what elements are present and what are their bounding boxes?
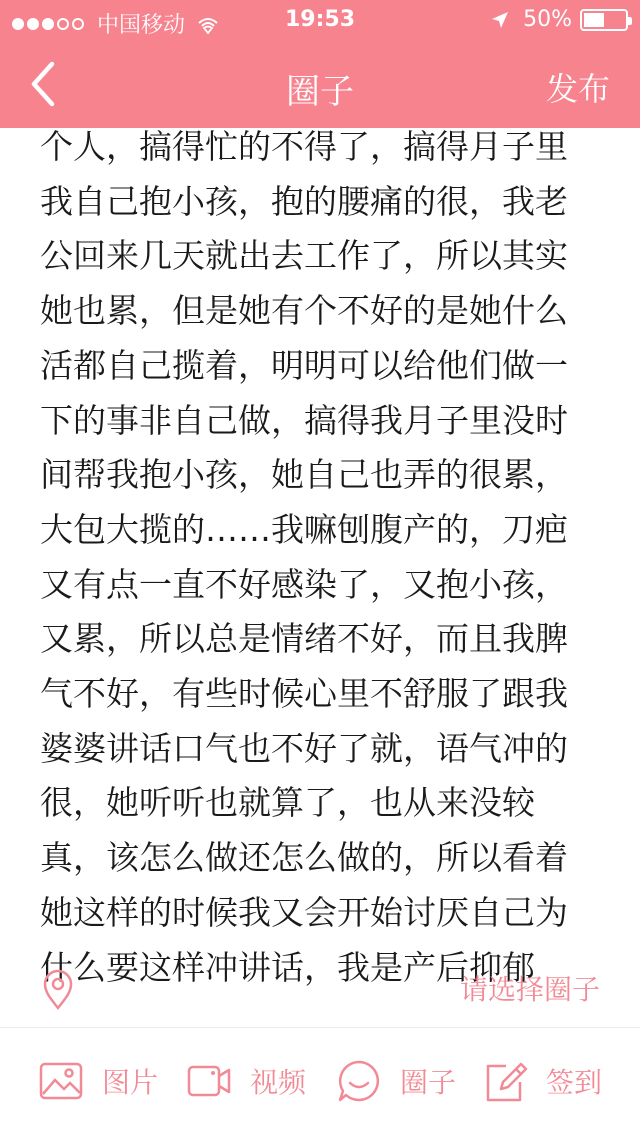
battery-tip bbox=[628, 17, 632, 25]
content-line: 个人，搞得忙的不得了，搞得月子里 bbox=[40, 127, 568, 166]
content-line: 我自己抱小孩，抱的腰痛的很，我老 bbox=[40, 181, 568, 221]
content-line: 下的事非自己做，搞得我月子里没时 bbox=[40, 400, 568, 440]
page-title: 圈子 bbox=[286, 72, 354, 112]
image-button-label: 图片 bbox=[102, 1066, 159, 1099]
video-icon bbox=[186, 1058, 232, 1104]
checkin-button[interactable] bbox=[482, 1058, 602, 1104]
battery-fill bbox=[584, 13, 604, 27]
content-line: 又累，所以总是情绪不好，而且我脾 bbox=[40, 619, 568, 659]
content-line: 公回来几天就出去工作了，所以其实 bbox=[40, 236, 568, 276]
content-line: 真，该怎么做还怎么做的，所以看着 bbox=[40, 838, 568, 878]
circle-button[interactable] bbox=[336, 1058, 456, 1104]
content-line: 她也累，但是她有个不好的是她什么 bbox=[40, 291, 568, 331]
content-line: 气不好，有些时候心里不舒服了跟我 bbox=[40, 674, 568, 714]
content-line: 她这样的时候我又会开始讨厌自己为 bbox=[40, 892, 568, 932]
status-time: 19:53 bbox=[284, 7, 356, 32]
circle-chat-icon bbox=[336, 1058, 382, 1104]
battery-percent: 50% bbox=[523, 7, 572, 32]
checkin-edit-icon bbox=[482, 1058, 528, 1104]
post-content-textarea[interactable] bbox=[40, 120, 610, 987]
location-arrow-icon bbox=[491, 11, 509, 29]
battery-icon bbox=[580, 9, 628, 31]
video-button[interactable] bbox=[186, 1058, 306, 1104]
content-line: 什么要这样冲讲话，我是产后抑郁 bbox=[40, 947, 535, 987]
image-button[interactable] bbox=[38, 1058, 158, 1104]
content-line: 又有点一直不好感染了，又抱小孩， bbox=[40, 564, 568, 604]
bottom-toolbar bbox=[0, 1028, 640, 1136]
image-icon bbox=[38, 1058, 84, 1104]
status-bar bbox=[0, 0, 640, 40]
select-circle-link[interactable]: 请选择圈子 bbox=[459, 973, 600, 1006]
nav-bar bbox=[0, 40, 640, 128]
location-pin-icon[interactable] bbox=[40, 968, 76, 1010]
content-line: 很，她听听也就算了，也从来没较 bbox=[40, 783, 535, 823]
content-line: 婆婆讲话口气也不好了就，语气冲的 bbox=[40, 728, 568, 768]
circle-button-label: 圈子 bbox=[400, 1066, 457, 1099]
location-bar bbox=[0, 960, 640, 1028]
video-button-label: 视频 bbox=[250, 1066, 307, 1099]
checkin-button-label: 签到 bbox=[546, 1066, 603, 1099]
publish-button[interactable]: 发布 bbox=[545, 70, 610, 108]
carrier-name: 中国移动 bbox=[97, 13, 186, 38]
content-line: 间帮我抱小孩，她自己也弄的很累， bbox=[40, 455, 568, 495]
content-line: 大包大揽的……我嘛刨腹产的，刀疤 bbox=[40, 509, 568, 549]
content-line: 活都自己揽着，明明可以给他们做一 bbox=[40, 345, 568, 385]
